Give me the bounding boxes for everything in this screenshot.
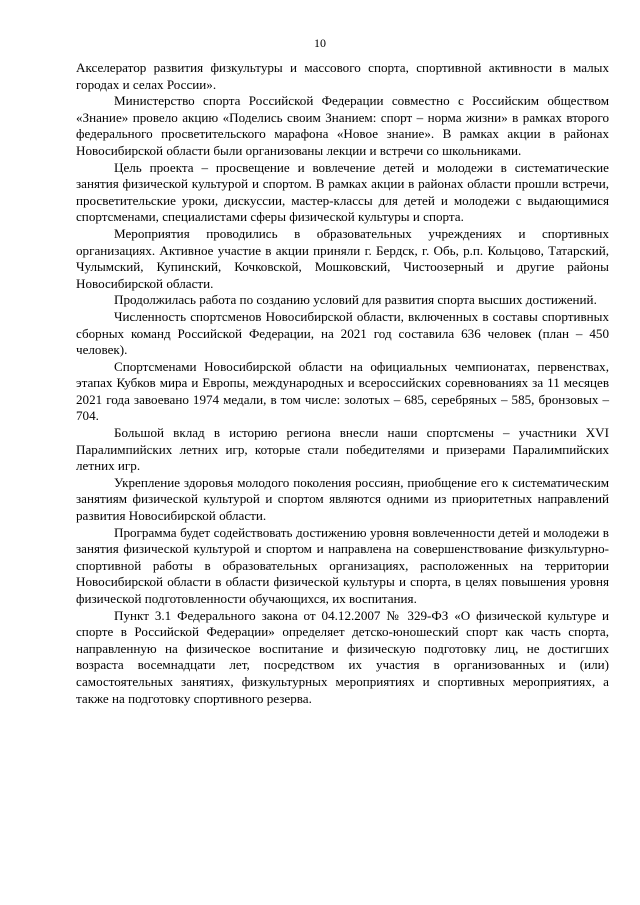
paragraph-federal-law: Пункт 3.1 Федерального закона от 04.12.2007 № 329-ФЗ «О физической культуре и спорте в Российской Федерации» определяет детско-юношеский спорт как часть спорта, направленную на физическое воспитание и физическую подготовку лиц, не достигших возраста восемнадцати лет, посредством их участия в организованных и (или) самостоятельных занятиях, физкультурных мероприятиях и спортивных мероприятиях, а также на подготовку спортивного резерва.	[76, 607, 609, 706]
document-body	[76, 60, 609, 707]
paragraph-events: Мероприятия проводились в образовательных учреждениях и спортивных организациях. Активное участие в акции приняли г. Бердск, г. Обь, р.п. Кольцово, Татарский, Чулымский, Купинский, Кочковской, Мошковский, Чистоозерный и другие районы Новосибирской области.	[76, 225, 609, 291]
paragraph-health: Укрепление здоровья молодого поколения россиян, приобщение его к систематическим занятиям физической культурой и спортом являются одними из приоритетных направлений развития Новосибирской области.	[76, 474, 609, 524]
paragraph-ministry-action: Министерство спорта Российской Федерации совместно с Российским обществом «Знание» провело акцию «Поделись своим Знанием: спорт – норма жизни» в рамках второго федерального просветительского марафона «Новое знание». В рамках акции в районах Новосибирской области были организованы лекции и встречи со школьниками.	[76, 93, 609, 158]
paragraph-high-achievement: Продолжилась работа по созданию условий для развития спорта высших достижений.	[114, 292, 597, 308]
paragraph-project-goal: Цель проекта – просвещение и вовлечение детей и молодежи в систематические занятия физической культурой и спортом. В рамках акции в районах области прошли встречи, просветительские уроки, дискуссии, мастер-классы для детей и молодежи с выдающимися спортсменами, специалистами сферы физической культуры и спорта.	[76, 159, 609, 225]
paragraph-program: Программа будет содействовать достижению уровня вовлеченности детей и молодежи в занятия физической культурой и спортом и направлена на совершенствование физкультурно-спортивной работы в образовательных организациях, расположенных на территории Новосибирской области в области физической культуры и спорта, в целях повышения уровня физической подготовленности обучающихся, их воспитания.	[76, 524, 609, 606]
paragraph-medals: Спортсменами Новосибирской области на официальных чемпионатах, первенствах, этапах Кубков мира и Европы, международных и всероссийских соревнованиях за 11 месяцев 2021 года завоевано 1974 медали, в том числе: золотых – 685, серебряных – 585, бронзовых – 704.	[76, 358, 609, 424]
page-number: 10	[314, 36, 326, 50]
paragraph-athlete-count: Численность спортсменов Новосибирской области, включенных в составы спортивных сборных команд Российской Федерации, на 2021 год составила 636 человек (план – 450 человек).	[76, 308, 609, 358]
paragraph-paralympics: Большой вклад в историю региона внесли наши спортсмены – участники XVI Паралимпийских летних игр, которые стали победителями и призерами Паралимпийских летних игр.	[76, 425, 609, 474]
paragraph-continuation: Акселератор развития физкультуры и массового спорта, спортивной активности в малых городах и селах России».	[76, 60, 609, 92]
